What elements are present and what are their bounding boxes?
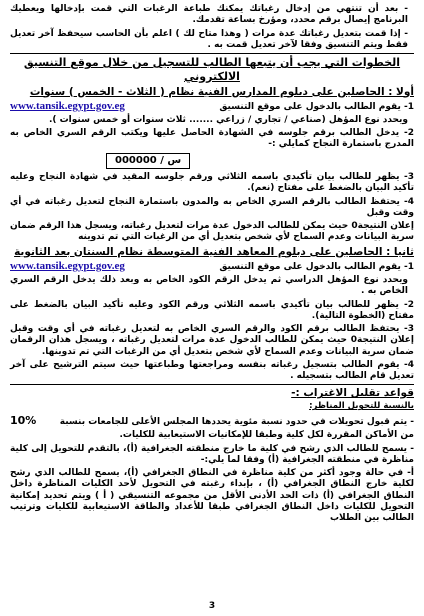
section1-item1: 1- يقوم الطالب بالدخول على موقع التنسيق <box>219 101 414 112</box>
rules-heading: قواعد تقليل الاغتراب :- <box>291 387 414 400</box>
rules-paragraph-1-detail: من الأماكن المقررة لكل كلية وطبقا للإمكانيات الاستيعابية للكليات. <box>119 430 414 441</box>
section2-url-link[interactable]: www.tansik.egypt.gov.eg <box>10 259 125 272</box>
section2-item1: 1- يقوم الطالب بالدخول على موقع التنسيق <box>219 261 414 272</box>
divider <box>10 384 414 385</box>
page-number: 3 <box>208 600 216 611</box>
section1-item2: 2- يدخل الطالب برقم جلوسه في الشهادة الحاصل عليها ويكتب الرقم السري الخاص به المدرج باستمارة النجاح كمايلي :- <box>10 128 414 150</box>
section1-heading: أولا : الحاصلين على دبلوم المدارس الفنية نظام ( الثلاث - الخمس ) سنوات <box>29 85 414 98</box>
rules-percent: 10% <box>10 414 37 428</box>
section1-item1-row <box>10 100 414 115</box>
section1-url-link[interactable]: www.tansik.egypt.gov.eg <box>10 99 125 112</box>
section1-item4: 4- يحتفظ الطالب بالرقم السري الخاص به والمدون باستمارة النجاح لتعديل رغباته في أي وقت وقبل <box>10 196 414 218</box>
section1-item4-detail: إعلان النتيجة0 حيث يمكن للطالب الدخول عدة مرات لتعديل رغباته، ويسجل هذا الرقم ضمان سرية البيانات وعدم السماح لأي شخص بتعديل أي من الرغبات التي تم تدوينه <box>10 221 414 243</box>
intro-paragraph-1: - بعد أن تنتهي من إدخال رغباتك يمكنك طباعة الرغبات التي قمت بإدخالها ويعطيك البرنامج إيصال برقم محدد، ومؤرخ بساعة تقدمك. <box>10 4 408 26</box>
intro-paragraph-2: - إذا قمت بتعديل رغباتك عدة مرات ( وهذا متاح لك ) اعلم بأن الحاسب سيحفظ آخر تعديل فقط ويتم التنسيق وفقا لآخر تعديل قمت به . <box>10 28 408 50</box>
rules-paragraph-1: - يتم قبول تحويلات في حدود نسبة مئوية يحددها المجلس الأعلى للجامعات بنسبة <box>59 417 414 428</box>
section2-item4: 4- يقوم الطالب بتسجيل رغباته بنفسه ومراجعتها وطباعتها حيث سيتم الترشيح على آخر تعديل قام الطالب بتسجيله . <box>10 359 414 381</box>
rules-paragraph-3: أ- في حالة وجود أكثر من كلية مناظرة في النطاق الجغرافي (أ)، يسمح للطالب الذي رشح لكلية خارج النطاق الجغرافي (أ) ، بإبداء رغبته في التحويل لأحد الكليات المناظرة داخل النطاق الجغرافي (أ) ذات الحد الأدنى الأقل من مجموعه التنسيقي ( أ ) ويتم تحديد إمكانية التحويل للكليات داخل النطاق الجغرافي طبقا للأعداد والطاقة الاستيعابية للكليات وترتيب الطالب بين الطلاب <box>10 468 414 524</box>
password-sample-box: س / 000000 <box>106 153 190 170</box>
section1-item3: 3- يظهر للطالب بيان تأكيدي باسمه الثلاثي ورقم جلوسه المقيد في شهادة النجاح وعليه تأكيد البيان بالضغط على مفتاح (نعم). <box>10 172 414 194</box>
section2-item1-row <box>10 260 414 275</box>
rules-p1-row <box>10 414 414 430</box>
password-sample-container <box>10 153 414 170</box>
section2-item1-detail: ويحدد نوع المؤهل الدراسي ثم يدخل الرقم الكود الخاص به وبعد ذلك يدخل الرقم السري الخاص به . <box>10 275 408 297</box>
section2-item3: 3- يحتفظ الطالب برقم الكود والرقم السري الخاص به لتعديل رغباته في أي وقت وقبل إعلان النتيجة0 حيث يمكن للطالب الدخول عدة مرات لتعديل رغباته ، ويسجل هذان الرقمان ضمان سرية البيانات وعدم السماح لأي شخص بتعديل أي من الرغبات التي تم تدوينها. <box>10 324 414 357</box>
rules-paragraph-2: - يسمح للطالب الذي رشح في كلية ما خارج منطقته الجغرافية (أ)، بالتقدم للتحويل إلى كلية مناظرة في منطقته الجغرافية (أ) وفقا لما يلي:- <box>10 443 414 465</box>
divider <box>10 53 414 54</box>
section1-item1-detail: ويحدد نوع المؤهل (صناعي / تجاري / زراعي ....... ثلاث سنوات أو خمس سنوات ). <box>48 114 408 125</box>
rules-subtitle: بالنسبة للتحويل المناظر: <box>309 401 414 412</box>
section2-item2: 2- يظهر للطالب بيان تأكيدي باسمه الثلاثي ورقم الكود وعليه تأكيد البيان بالضغط على مفتاح (الخطوة التالية). <box>10 299 414 321</box>
section2-heading: ثانيا : الحاصلين على دبلوم المعاهد الفنية المتوسطة نظام السنتان بعد الثانوية <box>14 245 414 258</box>
steps-heading: الخطوات التي يجب أن يتبعها الطالب للتسجيل من خلال موقع التنسيق الالكتروني <box>23 56 401 83</box>
